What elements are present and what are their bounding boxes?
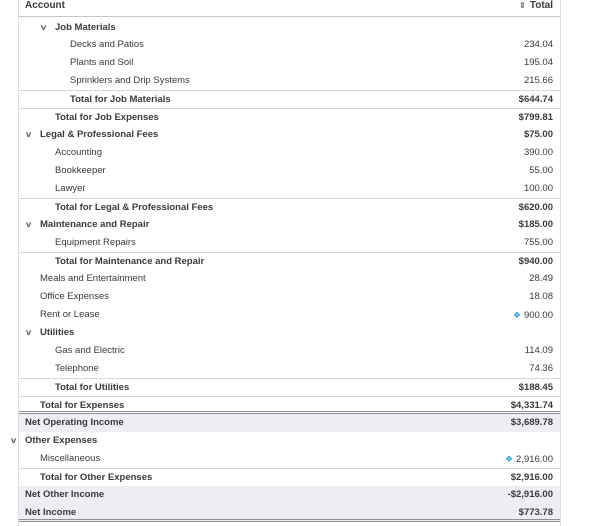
report-row	[19, 378, 560, 396]
profit-loss-report	[9, 0, 561, 526]
row-value[interactable]	[529, 162, 553, 180]
row-label	[25, 414, 124, 432]
row-value[interactable]	[519, 379, 553, 397]
report-row	[19, 324, 560, 342]
row-label-text: Total for Utilities	[55, 382, 130, 393]
sort-icon[interactable]: ⇕	[519, 1, 526, 10]
ai-insight-icon[interactable]: ❖	[512, 310, 521, 320]
row-label	[40, 288, 109, 306]
row-value[interactable]	[511, 397, 553, 415]
row-label-text: Other Expenses	[25, 435, 98, 446]
row-label	[55, 144, 102, 162]
row-label-text: Legal & Professional Fees	[40, 129, 159, 140]
row-label[interactable]	[41, 19, 116, 37]
row-value-text: 755.00	[523, 237, 553, 248]
row-label	[55, 379, 129, 397]
report-row	[19, 252, 560, 270]
row-label-text: Rent or Lease	[40, 309, 100, 320]
report-row	[19, 198, 560, 216]
row-label-text: Office Expenses	[40, 291, 110, 302]
row-value-text: $75.00	[523, 129, 553, 140]
row-value[interactable]	[511, 469, 553, 487]
row-value[interactable]	[524, 144, 553, 162]
report-row	[19, 90, 560, 108]
row-label-text: Total for Maintenance and Repair	[55, 256, 205, 267]
row-label-text: Utilities	[40, 327, 75, 338]
row-label	[25, 504, 76, 522]
account-column-header[interactable]: Account	[25, 0, 65, 11]
report-row	[19, 342, 560, 360]
row-label	[55, 109, 159, 127]
row-label	[55, 342, 125, 360]
report-row	[19, 54, 560, 72]
row-value-text: 114.09	[524, 345, 553, 356]
row-label[interactable]	[26, 324, 74, 342]
row-label-text: Accounting	[55, 147, 103, 158]
row-label-text: Gas and Electric	[55, 345, 125, 356]
ai-insight-icon[interactable]: ❖	[504, 454, 514, 464]
row-label	[55, 234, 136, 252]
row-label-text: Net Income	[25, 507, 77, 518]
report-row	[19, 234, 560, 252]
row-label-text: Total for Job Expenses	[55, 112, 159, 123]
row-label-text: Total for Expenses	[40, 400, 125, 411]
row-value[interactable]	[505, 450, 553, 469]
row-label-text: Job Materials	[55, 22, 116, 33]
row-value[interactable]	[511, 414, 553, 432]
row-label[interactable]	[11, 432, 97, 450]
row-value-text: 18.08	[529, 291, 553, 302]
row-label-text: Total for Legal & Professional Fees	[55, 202, 214, 213]
chevron-down-icon[interactable]: ∨	[9, 436, 18, 445]
row-value-text: 100.00	[523, 183, 553, 194]
row-label	[70, 72, 190, 90]
row-label	[40, 270, 146, 288]
report-row	[19, 450, 560, 468]
row-value-text: 55.00	[529, 165, 553, 176]
row-label-text: Net Other Income	[25, 489, 105, 500]
row-value[interactable]	[524, 126, 553, 144]
row-value-text: $3,689.78	[510, 417, 553, 428]
row-label-text: Net Operating Income	[25, 417, 124, 428]
total-column-header[interactable]	[519, 0, 553, 12]
row-value-text: $940.00	[518, 256, 553, 267]
row-label	[70, 54, 133, 72]
report-row	[19, 468, 560, 486]
row-value[interactable]	[519, 504, 553, 522]
row-value-text: $620.00	[518, 202, 553, 213]
report-row	[19, 306, 560, 324]
row-value[interactable]	[524, 180, 553, 198]
row-label[interactable]	[26, 126, 158, 144]
row-value[interactable]	[519, 109, 553, 127]
row-label	[70, 91, 171, 109]
chevron-down-icon[interactable]: ∨	[24, 130, 33, 139]
row-value[interactable]	[525, 342, 553, 360]
row-value[interactable]	[529, 288, 553, 306]
row-label-text: Lawyer	[55, 183, 86, 194]
row-value-text: $185.00	[518, 219, 553, 230]
row-label-text: Telephone	[55, 363, 99, 374]
row-value-text: $799.81	[518, 112, 553, 123]
report-row	[19, 162, 560, 180]
row-label-text: Bookkeeper	[55, 165, 106, 176]
report-row	[19, 19, 560, 37]
report-row	[19, 486, 560, 504]
row-label-text: Total for Other Expenses	[40, 472, 153, 483]
chevron-down-icon[interactable]: ∨	[24, 328, 33, 337]
row-label-text: Miscellaneous	[40, 453, 101, 464]
row-label-text: Equipment Repairs	[55, 237, 136, 248]
row-value[interactable]	[529, 270, 553, 288]
row-value-text: 28.49	[529, 273, 553, 284]
report-row	[19, 288, 560, 306]
report-row	[19, 396, 560, 414]
row-value[interactable]	[524, 36, 553, 54]
row-value-text: $2,916.00	[510, 472, 553, 483]
report-header	[19, 0, 560, 17]
row-label	[55, 253, 204, 271]
row-label[interactable]	[26, 216, 149, 234]
row-label	[25, 486, 104, 504]
report-row	[19, 180, 560, 198]
row-value-text: $188.45	[518, 382, 553, 393]
report-row	[19, 270, 560, 288]
row-label-text: Maintenance and Repair	[40, 219, 150, 230]
row-label-text: Decks and Patios	[70, 39, 144, 50]
report-row	[19, 504, 560, 522]
row-value-text: 74.36	[529, 363, 553, 374]
row-label	[55, 180, 86, 198]
row-label-text: Plants and Soil	[70, 57, 134, 68]
row-label	[55, 162, 106, 180]
report-row	[19, 144, 560, 162]
row-value-text: $4,331.74	[510, 400, 553, 411]
row-label	[40, 469, 152, 487]
report-row	[9, 432, 560, 450]
row-label	[40, 450, 100, 468]
row-value-text: $773.78	[518, 507, 553, 518]
row-label-text: Total for Job Materials	[70, 94, 171, 105]
row-label	[55, 199, 213, 217]
row-value[interactable]	[524, 234, 553, 252]
row-value-text: 900.00	[523, 310, 553, 321]
row-value-text: $644.74	[518, 94, 553, 105]
row-value[interactable]	[519, 253, 553, 271]
row-value-text: 215.66	[523, 75, 553, 86]
row-value[interactable]	[519, 199, 553, 217]
report-row	[19, 414, 560, 432]
report-row	[19, 72, 560, 90]
row-value[interactable]	[524, 72, 553, 90]
row-value[interactable]	[524, 54, 553, 72]
row-label	[70, 36, 144, 54]
report-row	[19, 36, 560, 54]
row-value[interactable]	[519, 91, 553, 109]
row-value[interactable]	[529, 360, 553, 378]
report-row	[19, 216, 560, 234]
row-value-text: 234.04	[523, 39, 553, 50]
row-value-text: -$2,916.00	[507, 489, 553, 500]
row-label-text: Sprinklers and Drip Systems	[70, 75, 190, 86]
report-row	[19, 108, 560, 126]
total-column-label: Total	[529, 0, 553, 11]
report-row	[19, 360, 560, 378]
row-value-text: 195.04	[523, 57, 553, 68]
row-value[interactable]	[513, 306, 553, 325]
row-value-text: 390.00	[523, 147, 553, 158]
row-label	[40, 397, 124, 415]
row-label	[55, 360, 99, 378]
row-value-text: 2,916.00	[516, 454, 553, 465]
row-value[interactable]	[519, 216, 553, 234]
report-row	[19, 126, 560, 144]
chevron-down-icon[interactable]: ∨	[39, 23, 48, 32]
chevron-down-icon[interactable]: ∨	[24, 220, 33, 229]
row-label	[40, 306, 100, 324]
row-value[interactable]	[508, 486, 553, 504]
row-label-text: Meals and Entertainment	[40, 273, 146, 284]
